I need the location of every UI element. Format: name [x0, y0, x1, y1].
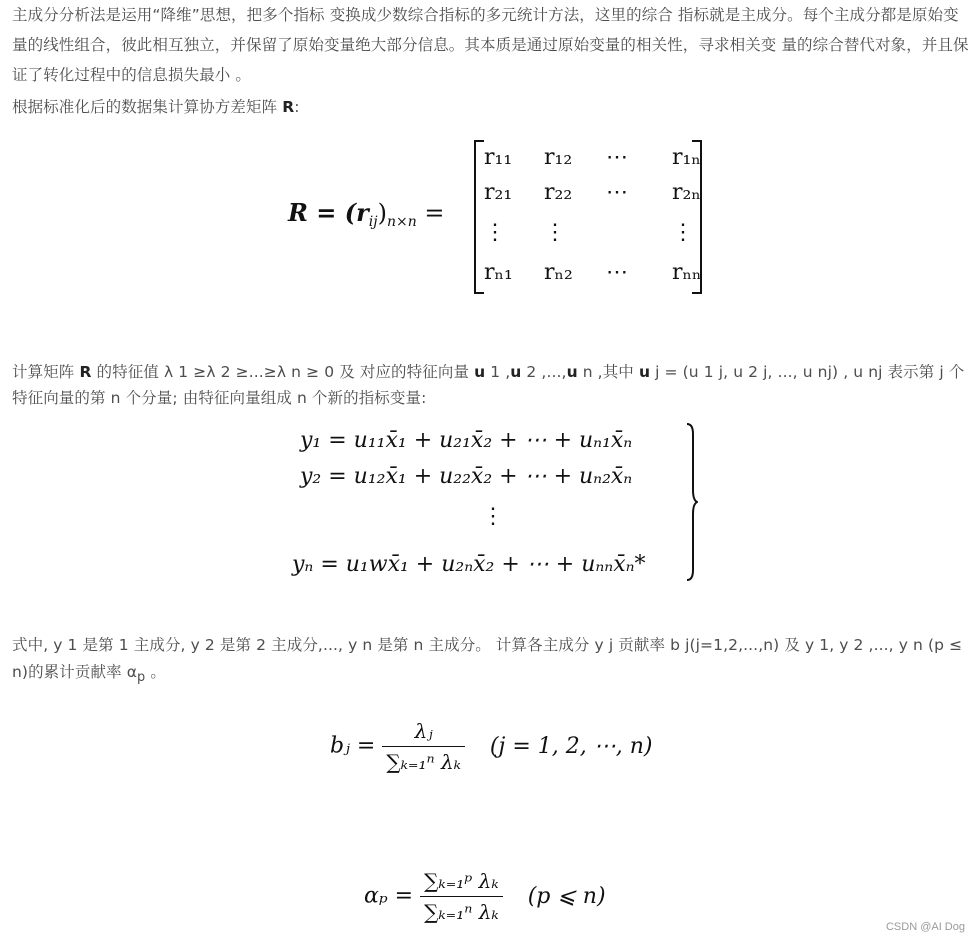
matrix-lhs-size: n×n — [386, 214, 417, 230]
eigen-u-symbol: u — [638, 363, 651, 381]
watermark: CSDN @AI Dog — [885, 921, 965, 933]
bj-denominator: ∑ₖ₌₁ⁿ λₖ — [386, 750, 461, 774]
bj-condition: (j = 1, 2, ⋯, n) — [489, 733, 653, 759]
matrix-cell: ⋯ — [606, 260, 628, 285]
matrix-cell: ⋯ — [606, 180, 628, 205]
contribution-rate-formula — [330, 716, 670, 796]
matrix-left-bracket — [474, 140, 484, 294]
matrix-cell: ⋯ — [606, 145, 628, 170]
matrix-cell: r₂₁ — [484, 180, 513, 205]
eigen-u-symbol: u — [474, 363, 486, 381]
eigen-text: j = (u 1 j, u 2 j, ..., u nj) , u nj 表示第 j 个特征向量的第 n 个分量; 由特征向量组成 n 个新的指标变量: — [12, 363, 965, 407]
matrix-lhs-close: ) — [377, 199, 387, 227]
system-row — [300, 464, 632, 489]
alpha-lhs: αₚ = — [364, 883, 414, 909]
matrix-right-bracket — [692, 140, 702, 294]
principal-components-system — [290, 424, 710, 589]
system-row — [482, 504, 504, 529]
matrix-cell: r₁₁ — [484, 145, 513, 170]
eigen-text: 计算矩阵 — [12, 363, 80, 381]
eigen-u-symbol: u — [566, 363, 578, 381]
eigen-paragraph — [12, 359, 971, 411]
matrix-lhs — [288, 198, 444, 230]
matrix-cell: ⋮ — [672, 220, 694, 245]
matrix-cell: r₂ₙ — [672, 180, 701, 205]
alpha-condition: (p ⩽ n) — [527, 883, 606, 909]
eigen-text: 的特征值 λ 1 ≥λ 2 ≥...≥λ n ≥ 0 及 对应的特征向量 — [91, 363, 475, 381]
right-brace — [686, 422, 698, 582]
matrix-lhs-sub: ij — [368, 214, 378, 230]
matrix-lhs-text: R = (r — [288, 198, 369, 227]
bj-fraction — [382, 716, 465, 777]
matrix-cell: r₂₂ — [544, 180, 573, 205]
contrib-text-end: 。 — [145, 663, 166, 681]
matrix-r-symbol: R — [282, 98, 295, 116]
alpha-numerator: ∑ₖ₌₁ᵖ λₖ — [424, 869, 499, 893]
eigen-text: 2 ,..., — [521, 363, 567, 381]
bj-numerator: λⱼ — [414, 719, 433, 743]
covariance-matrix-formula — [288, 136, 728, 296]
matrix-cell: r₁ₙ — [672, 145, 701, 170]
matrix-cell: ⋮ — [484, 220, 506, 245]
matrix-cell: rₙₙ — [672, 260, 702, 285]
matrix-grid — [484, 140, 702, 290]
system-row-text: ⋮ — [482, 504, 504, 529]
system-row-text: y₁ = u₁₁x̄₁ + u₂₁x̄₂ + ⋯ + uₙ₁x̄ₙ — [300, 428, 633, 453]
contrib-text: 式中, y 1 是第 1 主成分, y 2 是第 2 主成分,..., y n 是第 n 主成分。 计算各主成分 y j 贡献率 b j(j=1,2,...,n) 及 y 1, y 2 ,..., y n (p ≤ n)的累计贡献率 α — [12, 636, 963, 681]
system-row — [292, 552, 646, 577]
matrix-cell: ⋮ — [544, 220, 566, 245]
matrix-cell: r₁₂ — [544, 145, 573, 170]
matrix-cell: rₙ₁ — [484, 260, 513, 285]
eigen-text: n ,其中 — [577, 363, 639, 381]
system-row — [300, 428, 632, 453]
alpha-fraction — [420, 866, 503, 927]
bj-lhs: bⱼ = — [330, 733, 376, 759]
alpha-denominator: ∑ₖ₌₁ⁿ λₖ — [424, 900, 499, 924]
cumulative-rate-formula — [364, 866, 664, 946]
matrix-cell: rₙ₂ — [544, 260, 573, 285]
contrib-sub: p — [137, 670, 146, 686]
system-row-text: y₂ = u₁₂x̄₁ + u₂₂x̄₂ + ⋯ + uₙ₂x̄ₙ — [300, 464, 633, 489]
contribution-paragraph — [12, 632, 971, 691]
system-row-text: yₙ = u₁wx̄₁ + u₂ₙx̄₂ + ⋯ + uₙₙx̄ₙ* — [292, 552, 646, 577]
intro-text: 主成分分析法是运用“降维”思想，把多个指标 变换成少数综合指标的多元统计方法，这里的综合 指标就是主成分。每个主成分都是原始变量的线性组合，彼此相互独立，并保留了原始变量绝大部分信息。其本质是通过原始变量的相关性，寻求相关变 量的综合替代对象，并且保证了转化过程中的信息损失最小 。 — [12, 6, 969, 84]
eigen-text: 1 , — [485, 363, 511, 381]
eigen-u-symbol: u — [510, 363, 522, 381]
covariance-intro-colon: : — [294, 98, 300, 116]
eigen-r-symbol: R — [79, 363, 92, 381]
intro-paragraph — [12, 0, 971, 90]
covariance-intro-text: 根据标准化后的数据集计算协方差矩阵 — [12, 98, 283, 116]
covariance-intro — [12, 92, 971, 122]
matrix-equals: = — [416, 199, 445, 227]
